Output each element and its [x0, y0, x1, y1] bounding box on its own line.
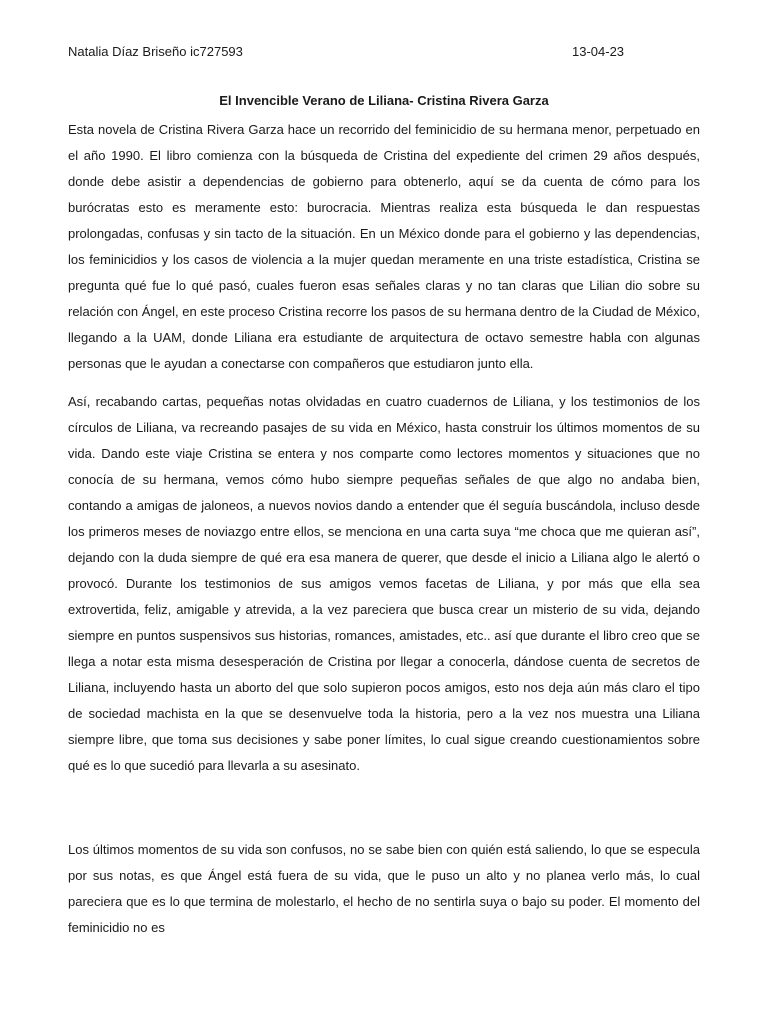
body-paragraph-2: Así, recabando cartas, pequeñas notas olvidadas en cuatro cuadernos de Liliana, y los testimonios de los círculos de Liliana, va recreando pasajes de su vida en México, hasta construir los últimos momentos de su vida. Dando este viaje Cristina se entera y nos comparte como lectores momentos y situaciones que no conocía de su hermana, vemos cómo hubo siempre pequeñas señales de que algo no andaba bien, contando a amigas de jaloneos, a nuevos novios dando a entender que él seguía buscándola, incluso desde los primeros meses de noviazgo entre ellos, se menciona en una carta suya “me choca que me quieran así”, dejando con la duda siempre de qué era esa manera de querer, que desde el inicio a Liliana algo le alertó o provocó. Durante los testimonios de sus amigos vemos facetas de Liliana, y por más que ella sea extrovertida, feliz, amigable y atrevida, a la vez pareciera que busca crear un misterio de su vida, dejando siempre en puntos suspensivos sus historias, romances, amistades, etc.. así que durante el libro creo que se llega a notar esta misma desesperación de Cristina por llegar a conocerla, dándose cuenta de secretos de Liliana, incluyendo hasta un aborto del que solo supieron pocos amigos, esto nos deja aún más claro el tipo de sociedad machista en la que se desenvuelve toda la historia, pero a la vez nos muestra una Liliana siempre libre, que toma sus decisiones y sabe poner límites, lo cual sigue creando cuestionamientos sobre qué es lo que sucedió para llevarla a su asesinato. — [68, 394, 700, 773]
document-title: El Invencible Verano de Liliana- Cristina Rivera Garza — [219, 93, 549, 108]
document-header — [68, 44, 628, 64]
body-paragraph-3: Los últimos momentos de su vida son confusos, no se sabe bien con quién está saliendo, lo que se especula por sus notas, es que Ángel está fuera de su vida, que le puso un alto y no planea verlo más, lo cual pareciera que es lo que termina de molestarlo, el hecho de no sentirla suya o bajo su poder. El momento del feminicidio no es — [68, 842, 700, 935]
document-date: 13-04-23 — [572, 44, 625, 59]
author-line: Natalia Díaz Briseño ic727593 — [68, 44, 243, 59]
body-paragraph-1: Esta novela de Cristina Rivera Garza hace un recorrido del feminicidio de su hermana menor, perpetuado en el año 1990. El libro comienza con la búsqueda de Cristina del expediente del crimen 29 años después, donde debe asistir a dependencias de gobierno para obtenerlo, aquí se da cuenta de cómo para los burócratas esto es meramente esto: burocracia. Mientras realiza esta búsqueda le dan respuestas prolongadas, confusas y sin tacto de la situación. En un México donde para el gobierno y las dependencias, los feminicidios y los casos de violencia a la mujer quedan meramente en una triste estadística, Cristina se pregunta qué fue lo qué pasó, cuales fueron esas señales claras y no tan claras que Lilian dio sobre su relación con Ángel, en este proceso Cristina recorre los pasos de su hermana dentro de la Ciudad de México, llegando a la UAM, donde Liliana era estudiante de arquitectura de octavo semestre habla con algunas personas que le ayudan a conectarse con compañeros que estudiaron junto ella. — [68, 122, 700, 371]
